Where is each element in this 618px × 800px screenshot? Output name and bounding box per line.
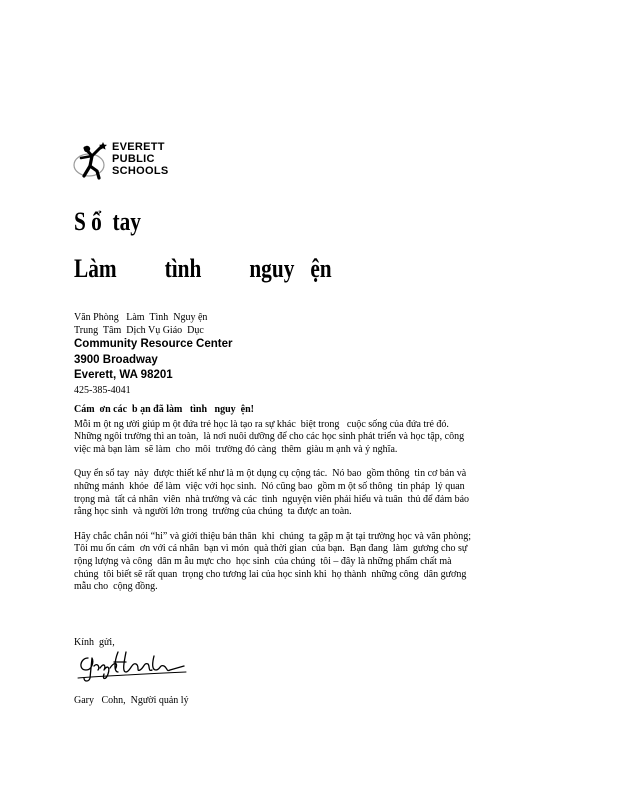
handbook-title: S ổ tay <box>74 207 141 236</box>
phone-number: 425-385-4041 <box>74 384 131 396</box>
center-name: Trung Tâm Dịch Vụ Giáo Dục <box>74 325 204 336</box>
paragraph-line: trọng mà tất cả nhân viên nhà trường và các tình nguyện viên phải hiểu và tuân thủ để đảm bảo <box>74 493 470 505</box>
letter-closing: Kính gửi, <box>74 637 115 648</box>
paragraph-3 <box>74 531 544 594</box>
address-block <box>74 311 232 397</box>
paragraph-2 <box>74 468 544 518</box>
signer-name: Gary Cohn, Người quản lý <box>74 695 189 706</box>
paragraph-line: Quy ển sổ tay này được thiết kế như là m ột dụng cụ cộng tác. Nó bao gồm thông tin cơ bản và <box>74 468 467 480</box>
everett-public-schools-logo <box>72 136 192 184</box>
letter-body <box>74 404 544 606</box>
logo-line-schools: SCHOOLS <box>112 165 169 177</box>
logo-wordmark <box>112 141 169 177</box>
handwritten-signature <box>74 648 190 684</box>
building-name: Community Resource Center <box>74 338 233 350</box>
paragraph-line: việc mà bạn làm sẽ làm cho môi trường đó càng thêm giàu m ạnh và ý nghĩa. <box>74 443 398 455</box>
letter-greeting: Cám ơn các b ạn đã làm tình nguy ện! <box>74 404 255 415</box>
paragraph-line: Những ngôi trường thì an toàn, là nơi nuôi dưỡng để cho các học sinh phát triển và học tập, công <box>74 431 465 443</box>
logo-line-public: PUBLIC <box>112 153 155 165</box>
city-state-zip: Everett, WA 98201 <box>74 369 173 381</box>
office-name: Văn Phòng Làm Tình Nguy ện <box>74 312 208 323</box>
paragraph-line: Mỗi m ột ng ười giúp m ột đứa trẻ học là tạo ra sự khác biệt trong cuộc sống của đứa trẻ đó. <box>74 418 449 430</box>
logo-line-everett: EVERETT <box>112 141 165 153</box>
paragraph-line: rằng học sinh và người lớn trong trường của chúng ta được an toàn. <box>74 506 352 518</box>
paragraph-line: những mánh khóe để làm việc với học sinh. Nó cũng bao gồm m ột số thông tin pháp lý quan <box>74 480 465 492</box>
runner-emblem-icon <box>72 136 112 184</box>
paragraph-line: rộng lượng và công dân m ẫu mực cho học sinh của chúng tôi – đây là những phẩm chất mà <box>74 555 452 567</box>
paragraph-line: mẫu cho cộng đồng. <box>74 581 158 593</box>
paragraph-1 <box>74 419 544 457</box>
paragraph-line: Hãy chắc chắn nói “hi” và giới thiệu bản thân khi chúng ta gặp m ặt tại trường học và văn phòng; <box>74 530 471 542</box>
handbook-subtitle: Làm tình nguy ện <box>74 254 332 283</box>
paragraph-line: Tôi mu ốn cám ơn với cá nhân bạn vì món quà thời gian của bạn. Bạn đang làm gương cho sự <box>74 543 468 555</box>
street-address: 3900 Broadway <box>74 353 158 366</box>
paragraph-line: chúng tôi biết sẽ rất quan trọng cho tương lai của học sinh khi họ thành những công dân gương <box>74 568 467 580</box>
